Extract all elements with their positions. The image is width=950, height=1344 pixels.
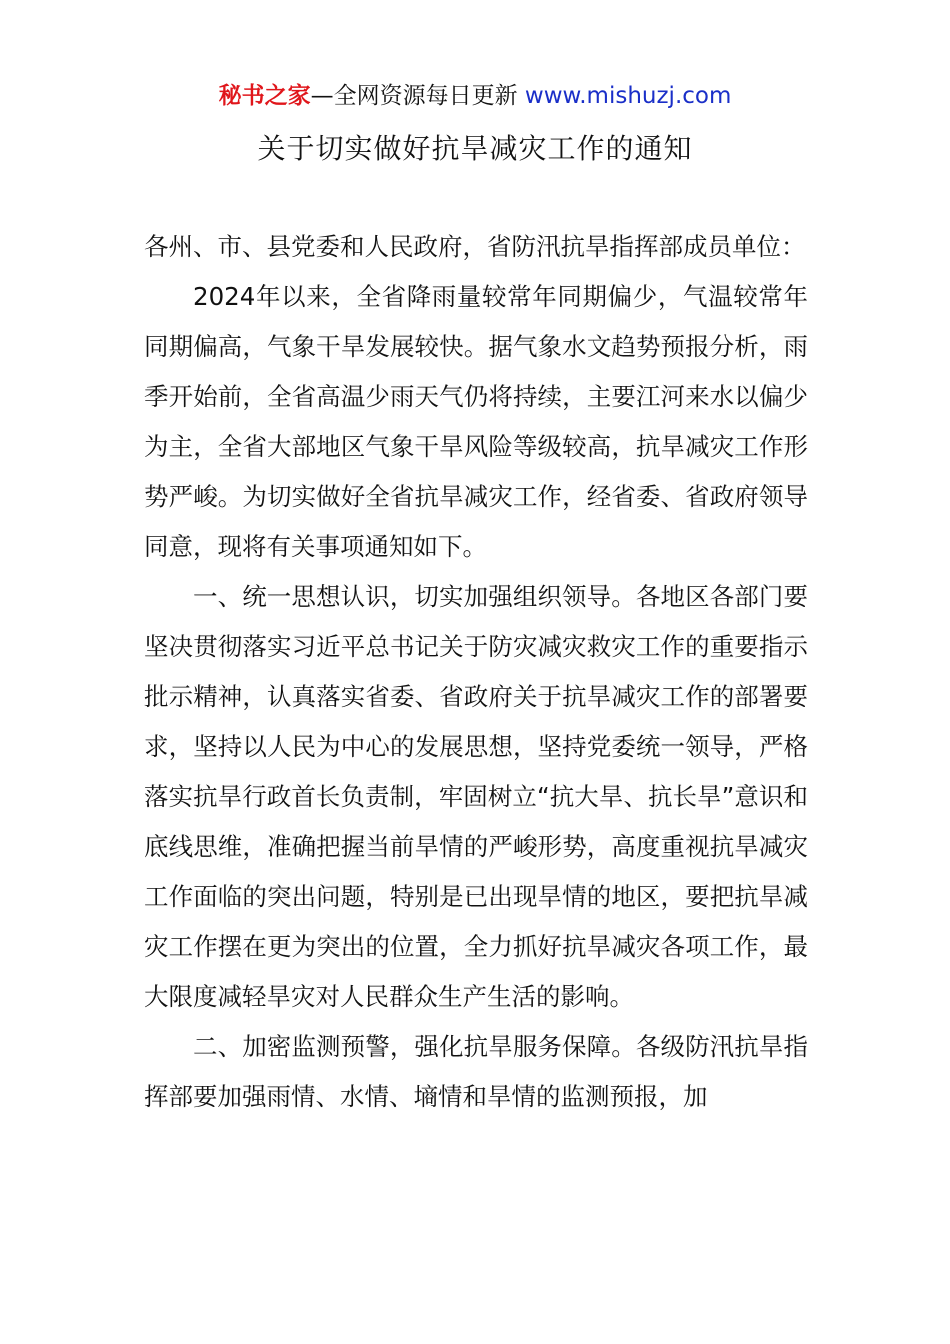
paragraph-section-two: 二、加密监测预警，强化抗旱服务保障。各级防汛抗旱指挥部要加强雨情、水情、墒情和旱情的监测预报，加 xyxy=(144,1032,808,1111)
header-tagline: —全网资源每日更新 xyxy=(310,83,518,109)
site-url-link[interactable]: www.mishuzj.com xyxy=(524,83,732,109)
brand-name: 秘书之家 xyxy=(218,83,311,109)
site-header xyxy=(0,80,950,112)
document-body xyxy=(144,222,808,1122)
document-title: 关于切实做好抗旱减灾工作的通知 xyxy=(257,132,693,165)
salutation: 各州、市、县党委和人民政府，省防汛抗旱指挥部成员单位： xyxy=(144,232,806,261)
paragraph-section-one: 一、统一思想认识，切实加强组织领导。各地区各部门要坚决贯彻落实习近平总书记关于防灾减灾救灾工作的重要指示批示精神，认真落实省委、省政府关于抗旱减灾工作的部署要求，坚持以人民为中心的发展思想，坚持党委统一领导，严格落实抗旱行政首长负责制，牢固树立“抗大旱、抗长旱”意识和底线思维，准确把握当前旱情的严峻形势，高度重视抗旱减灾工作面临的突出问题，特别是已出现旱情的地区，要把抗旱减灾工作摆在更为突出的位置，全力抓好抗旱减灾各项工作，最大限度减轻旱灾对人民群众生产生活的影响。 xyxy=(144,582,808,1011)
paragraph-intro: 2024年以来，全省降雨量较常年同期偏少，气温较常年同期偏高，气象干旱发展较快。据气象水文趋势预报分析，雨季开始前，全省高温少雨天气仍将持续，主要江河来水以偏少为主，全省大部地区气象干旱风险等级较高，抗旱减灾工作形势严峻。为切实做好全省抗旱减灾工作，经省委、省政府领导同意，现将有关事项通知如下。 xyxy=(144,282,808,561)
